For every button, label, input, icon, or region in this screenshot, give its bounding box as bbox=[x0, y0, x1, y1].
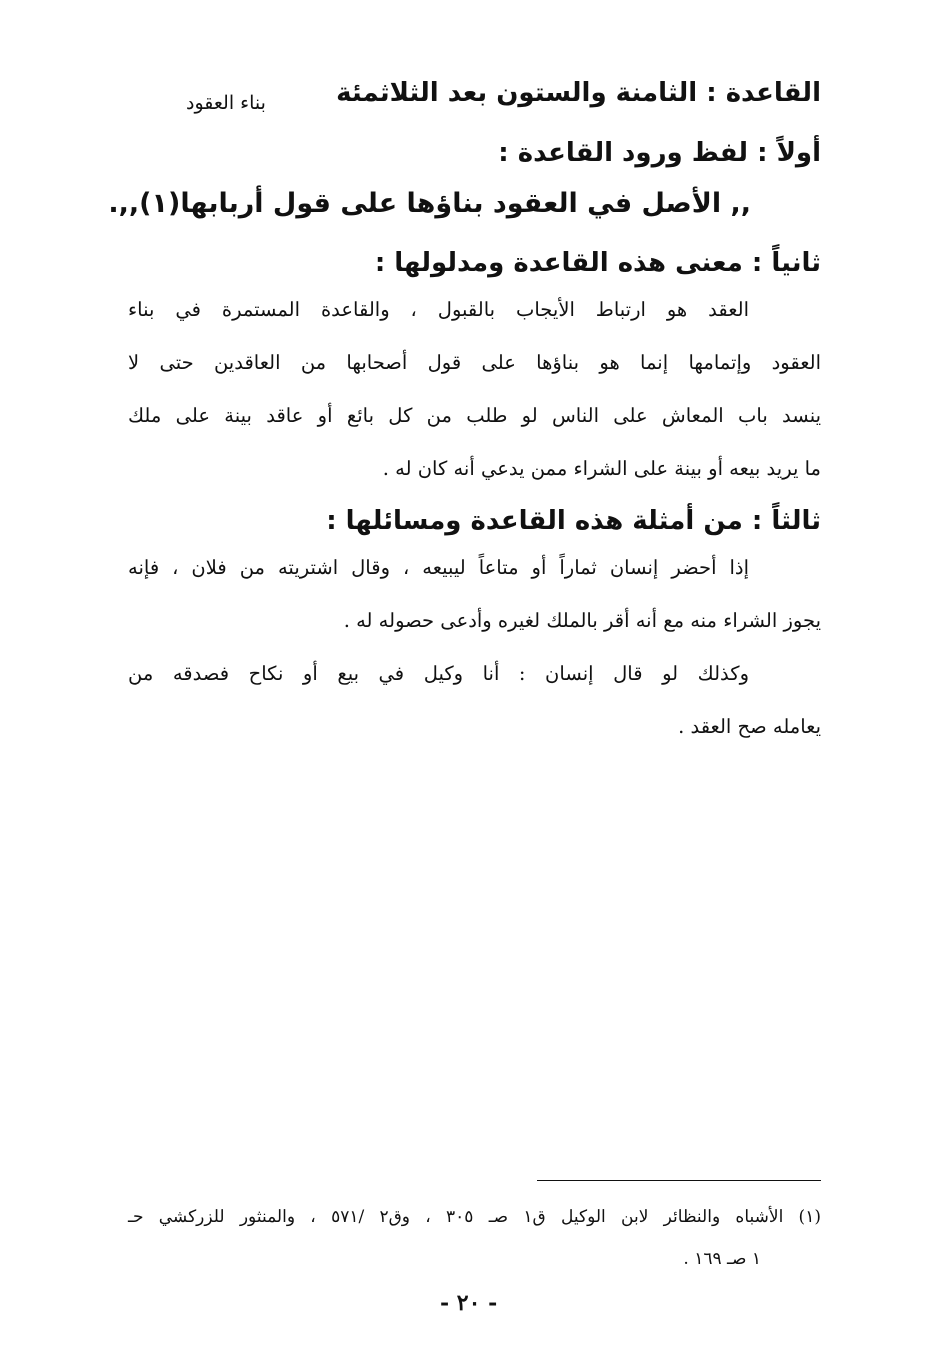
footnote-line: (١) الأشباه والنظائر لابن الوكيل ق١ صـ ٣٠٥ ، وق٢ /٥٧١ ، والمنثور للزركشي حـ bbox=[128, 1207, 821, 1227]
first-heading: أولاً : لفظ ورود القاعدة : bbox=[498, 138, 821, 168]
third-heading: ثالثاً : من أمثلة هذه القاعدة ومسائلها : bbox=[326, 506, 821, 536]
footnote-line: ١ صـ ١٦٩ . bbox=[683, 1249, 761, 1269]
second-heading: ثانياً : معنى هذه القاعدة ومدلولها : bbox=[374, 248, 821, 278]
meaning-paragraph bbox=[128, 283, 821, 495]
rule-title: القاعدة : الثامنة والستون بعد الثلاثمئة bbox=[336, 78, 821, 108]
page-number: - ٢٠ - bbox=[440, 1290, 498, 1316]
paragraph-line: إذا أحضر إنسان ثماراً أو متاعاً ليبيعه ، وقال اشتريته من فلان ، فإنه bbox=[128, 556, 749, 579]
paragraph-line: ما يريد بيعه أو بينة على الشراء ممن يدعي أنه كان له . bbox=[382, 457, 821, 480]
rule-statement: ,, الأصل في العقود بناؤها على قول أربابها(١),,. bbox=[108, 188, 751, 219]
paragraph-line: يعامله صح العقد . bbox=[678, 715, 821, 738]
running-title: بناء العقود bbox=[186, 92, 266, 114]
paragraph-line: العقود وإتمامها إنما هو بناؤها على قول أصحابها من العاقدين حتى لا bbox=[128, 351, 821, 374]
example-paragraph-1 bbox=[128, 541, 821, 647]
example-paragraph-2 bbox=[128, 647, 821, 753]
paragraph-line: العقد هو ارتباط الأيجاب بالقبول ، والقاعدة المستمرة في بناء bbox=[128, 298, 749, 321]
paragraph-line: وكذلك لو قال إنسان : أنا وكيل في بيع أو نكاح فصدقه من bbox=[128, 662, 749, 685]
paragraph-line: يجوز الشراء منه مع أنه أقر بالملك لغيره وأدعى حصوله له . bbox=[343, 609, 821, 632]
paragraph-line: ينسد باب المعاش على الناس لو طلب من كل بائع أو عاقد بينة على ملك bbox=[128, 404, 821, 427]
footnote-divider bbox=[537, 1180, 821, 1181]
footnote bbox=[128, 1196, 821, 1280]
